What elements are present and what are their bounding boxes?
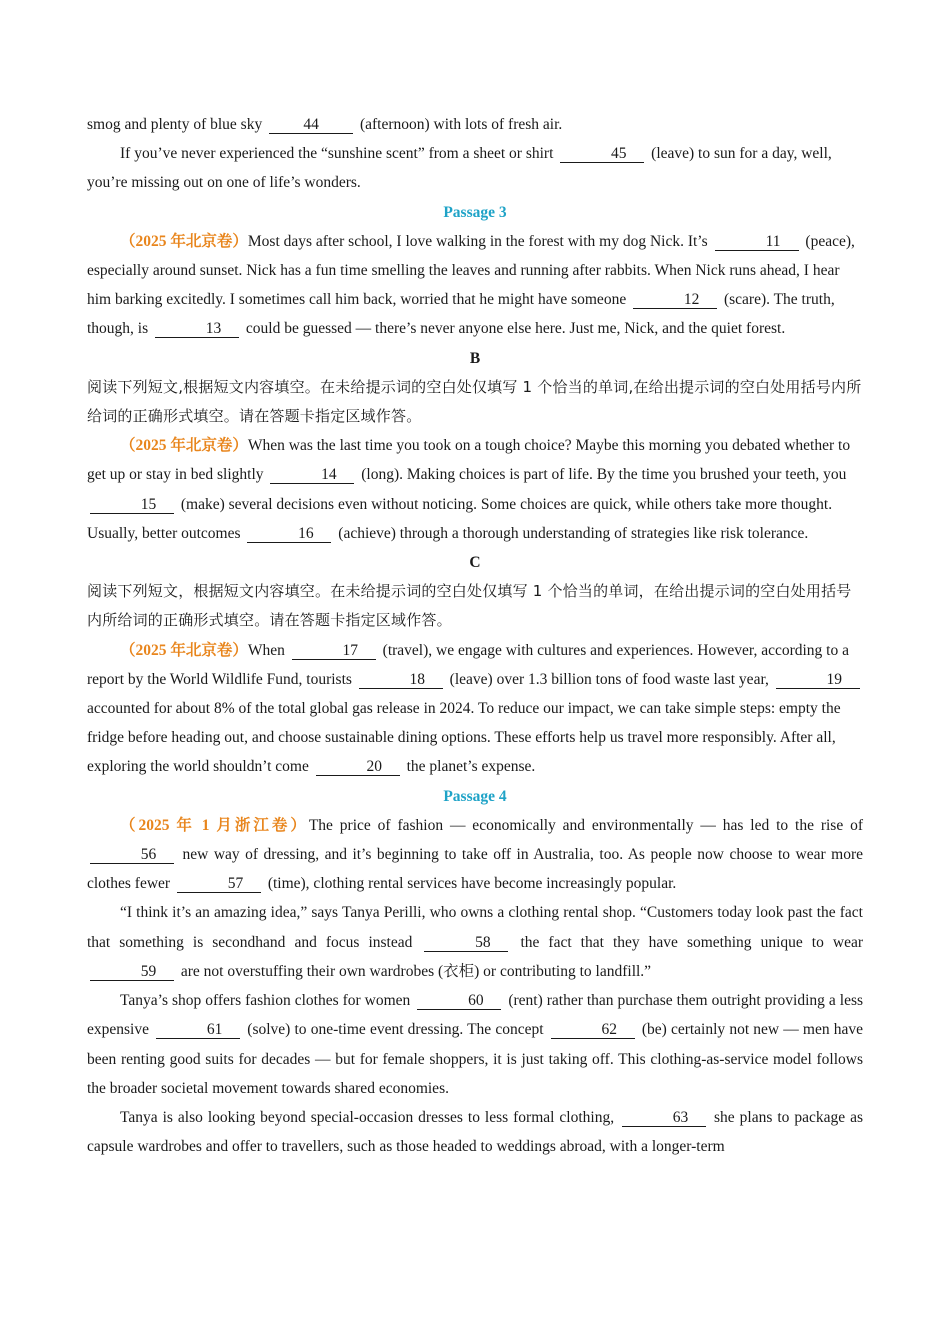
passage4-para-4: Tanya is also looking beyond special-occasion dresses to less formal clothing, 63 she plans to package as capsule wardrobes and offer to travellers, such as those headed to weddings abroad, with a longer-term: [87, 1108, 863, 1156]
answer-blank-14: 14: [270, 466, 354, 484]
answer-blank-44: 44: [269, 116, 353, 134]
answer-blank-58: 58: [424, 934, 508, 952]
answer-blank-60: 60: [417, 992, 501, 1010]
passage-4-title: Passage 4: [443, 787, 507, 805]
answer-blank-12: 12: [633, 291, 717, 309]
passage4-para-1: （2025 年 1 月浙江卷）The price of fashion — economically and environmentally — has led to the rise of 56 new way of dressing, and it’s beginning to take off in Australia, too. As people now choose to wear more clothes fewer 57 (time), clothing rental services have become increasingly popular.: [87, 816, 863, 893]
passage3-a-para: （2025 年北京卷）Most days after school, I love walking in the forest with my dog Nick. It’s 11 (peace), especially around sunset. Nick has a fun time smelling the leaves and running after rabbits. When Nick runs ahead, I hear him barking excitedly. I sometimes call him back, worried that he might have someone 12 (scare). The truth, though, is 13 could be guessed — there’s never anyone else here. Just me, Nick, and the quiet forest.: [87, 232, 855, 338]
answer-blank-61: 61: [156, 1021, 240, 1039]
passage2-tail-para-1: smog and plenty of blue sky 44 (afternoon) with lots of fresh air.: [87, 116, 563, 133]
passage4-para-3: Tanya’s shop offers fashion clothes for women 60 (rent) rather than purchase them outright providing a less expensive 61 (solve) to one-time event dressing. The concept 62 (be) certainly not new — men have been renting good suits for decades — but for female shoppers, it is just taking off. This clothing-as-service model follows the broader societal movement towards shared economies.: [87, 992, 864, 1097]
source-label: （2025 年北京卷）: [120, 641, 248, 659]
section-b-instructions: 阅读下列短文,根据短文内容填空。在未给提示词的空白处仅填写 1 个恰当的单词,在给出提示词的空白处用括号内所给词的正确形式填空。请在答题卡指定区域作答。: [87, 377, 862, 426]
answer-blank-63: 63: [622, 1109, 706, 1127]
answer-blank-13: 13: [155, 320, 239, 338]
answer-blank-18: 18: [359, 671, 443, 689]
answer-blank-57: 57: [177, 875, 261, 893]
answer-blank-11: 11: [715, 233, 799, 251]
answer-blank-59: 59: [90, 963, 174, 981]
section-c-instructions: 阅读下列短文，根据短文内容填空。在未给提示词的空白处仅填写 1 个恰当的单词，在给出提示词的空白处用括号内所给词的正确形式填空。请在答题卡指定区域作答。: [87, 582, 852, 630]
answer-blank-17: 17: [292, 642, 376, 660]
passage4-para-2: “I think it’s an amazing idea,” says Tanya Perilli, who owns a clothing rental shop. “Customers today look past the fact that something is secondhand and focus instead 58 the fact that they have something unique to wear 59 are not overstuffing their own wardrobes (衣柜) or contributing to landfill.”: [87, 904, 863, 980]
document-page: [87, 110, 863, 1161]
answer-blank-16: 16: [247, 525, 331, 543]
passage3-c-para: （2025 年北京卷）When 17 (travel), we engage with cultures and experiences. However, according to a report by the World Wildlife Fund, tourists 18 (leave) over 1.3 billion tons of food waste last year, 19 accounted for about 8% of the total global gas release in 2024. To reduce our impact, we can take simple steps: empty the fridge before heading out, and choose sustainable dining options. These efforts help us travel more responsibly. After all, exploring the world shouldn’t come 20 the planet’s expense.: [87, 636, 863, 782]
answer-blank-62: 62: [551, 1021, 635, 1039]
answer-blank-15: 15: [90, 496, 174, 514]
source-label: （2025 年 1 月浙江卷）: [120, 816, 309, 834]
source-label: （2025 年北京卷）: [120, 437, 248, 455]
section-c-label: C: [469, 554, 481, 572]
source-label: （2025 年北京卷）: [120, 232, 248, 250]
answer-blank-20: 20: [316, 758, 400, 776]
passage2-tail-para-2: If you’ve never experienced the “sunshine scent” from a sheet or shirt 45 (leave) to sun for a day, well, you’re missing out on one of life’s wonders.: [87, 145, 832, 192]
answer-blank-19: 19: [776, 671, 860, 689]
section-b-label: B: [469, 349, 481, 367]
passage3-b-para: （2025 年北京卷）When was the last time you took on a tough choice? Maybe this morning you debated whether to get up or stay in bed slightly 14 (long). Making choices is part of life. By the time you brushed your teeth, you 15 (make) several decisions even without noticing. Some choices are quick, while others take more thought. Usually, better outcomes 16 (achieve) through a thorough understanding of strategies like risk tolerance.: [87, 437, 851, 542]
answer-blank-45: 45: [560, 145, 644, 163]
answer-blank-56: 56: [90, 846, 174, 864]
passage-3-title: Passage 3: [443, 203, 507, 221]
